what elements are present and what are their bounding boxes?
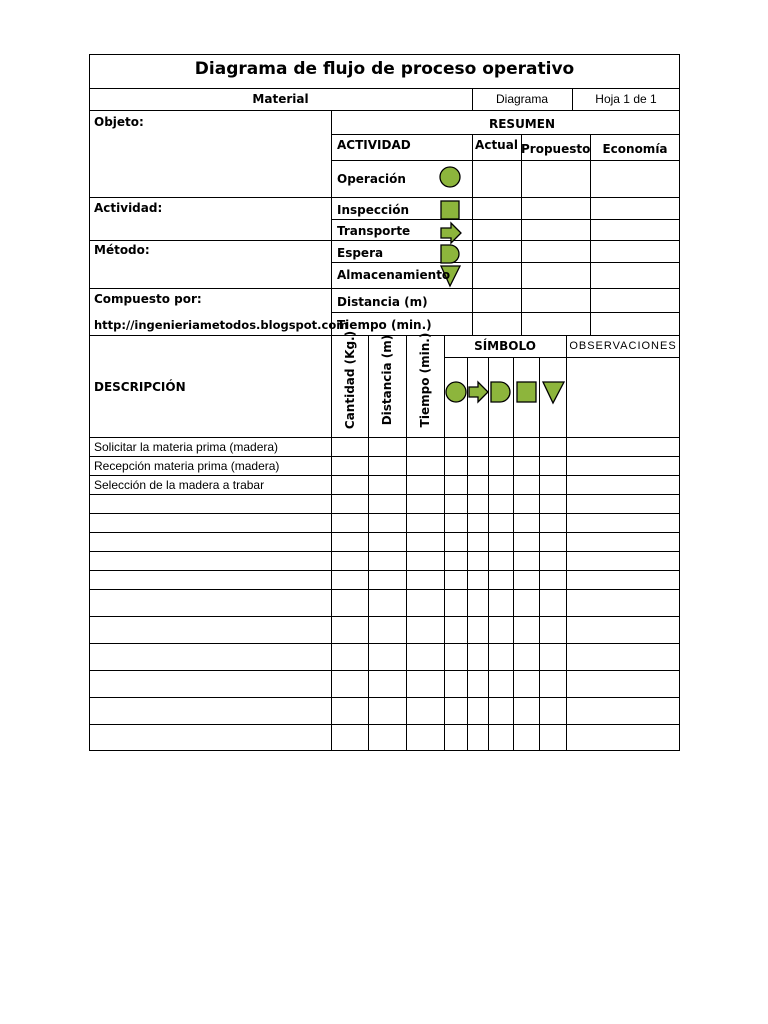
- row-distancia: Distancia (m): [337, 295, 428, 309]
- distancia-header: Distancia (m): [380, 334, 394, 426]
- blog-url[interactable]: http://ingenieriametodos.blogspot.com: [94, 318, 349, 332]
- actividad-label: Actividad:: [94, 201, 163, 215]
- cantidad-header: Cantidad (Kg.): [343, 330, 357, 430]
- col-actividad: ACTIVIDAD: [337, 138, 411, 152]
- simbolo-header: SÍMBOLO: [474, 339, 536, 353]
- row-almacenamiento: Almacenamiento: [337, 268, 451, 282]
- descripcion-header: DESCRIPCIÓN: [94, 380, 186, 394]
- col-economia: Economía: [602, 142, 668, 156]
- hoja-label: Hoja 1 de 1: [595, 92, 657, 106]
- objeto-label: Objeto:: [94, 115, 144, 129]
- inspection-square-icon: [517, 382, 536, 402]
- row-espera: Espera: [337, 246, 384, 260]
- delay-d-icon: [441, 245, 459, 263]
- transport-arrow-icon: [469, 382, 488, 402]
- resumen-title: RESUMEN: [488, 117, 555, 131]
- row-inspeccion: Inspección: [337, 203, 410, 217]
- observaciones-header: OBSERVACIONES: [569, 340, 677, 352]
- operation-circle-icon: [440, 167, 460, 187]
- list-item: Recepción materia prima (madera): [94, 459, 280, 473]
- delay-d-icon: [491, 382, 510, 402]
- list-item: Solicitar la materia prima (madera): [94, 440, 279, 454]
- material-label: Material: [252, 92, 309, 106]
- col-propuesto: Propuesto: [521, 142, 591, 156]
- row-operacion: Operación: [337, 172, 406, 186]
- col-actual: Actual: [475, 138, 518, 152]
- diagrama-label: Diagrama: [495, 92, 549, 106]
- tiempo-header: Tiempo (min.): [418, 332, 432, 428]
- compuesto-por-label: Compuesto por:: [94, 292, 202, 306]
- page-title: Diagrama de flujo de proceso operativo: [194, 59, 575, 79]
- operation-circle-icon: [446, 382, 466, 402]
- row-tiempo: Tiempo (min.): [337, 318, 432, 332]
- inspection-square-icon: [441, 201, 459, 219]
- storage-triangle-icon: [543, 382, 564, 403]
- list-item: Selección de la madera a trabar: [94, 478, 265, 492]
- metodo-label: Método:: [94, 243, 150, 257]
- row-transporte: Transporte: [337, 224, 411, 238]
